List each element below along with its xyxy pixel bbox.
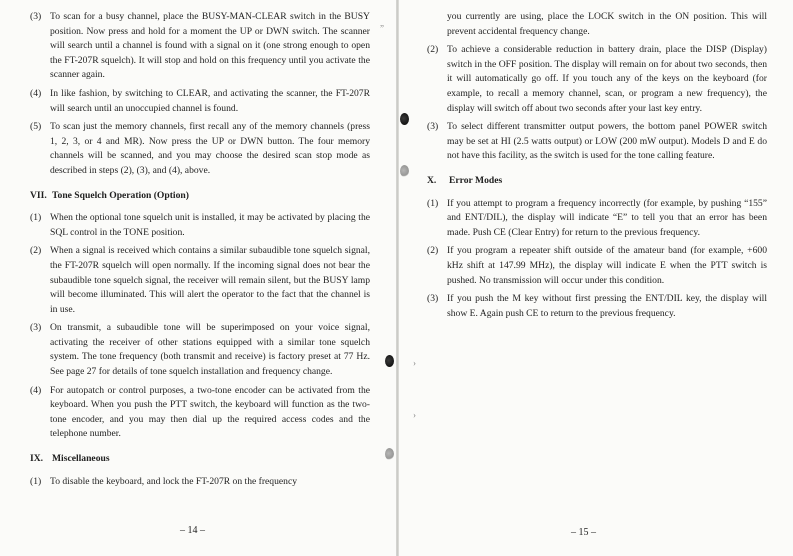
scan-mark: „ bbox=[380, 18, 384, 28]
section-heading-vii bbox=[30, 189, 370, 204]
scan-mark: › bbox=[413, 410, 416, 420]
binder-hole-mark bbox=[400, 113, 409, 125]
item-text: If you push the M key without first pressing the ENT/DIL key, the display will show E. Again push CE to return to the previous frequency. bbox=[447, 293, 767, 319]
section-heading-ix bbox=[30, 452, 370, 467]
item-text: On transmit, a subaudible tone will be superimposed on your voice signal, activating the receiver of other stations equipped with a similar tone squelch system. The tone frequency (both transmit and receive) is factory preset at 77 Hz. See page 27 for details of tone squelch installation and frequency change. bbox=[50, 322, 370, 378]
section-number: VII. bbox=[30, 189, 47, 201]
list-item bbox=[30, 87, 370, 116]
item-text: To achieve a considerable reduction in battery drain, place the DISP (Display) switch in the OFF position. The display will remain on for about two seconds, then it will automatically go off. If you touch any of the keys on the keyboard (for example, to recall a memory channel, scan, or program a new frequency), the display will switch off about two seconds after your last key entry. bbox=[447, 44, 767, 114]
list-item bbox=[30, 384, 370, 442]
list-item bbox=[30, 321, 370, 379]
item-text: To scan for a busy channel, place the BUSY-MAN-CLEAR switch in the BUSY position. Now press and hold for a moment the UP or DWN switch. The scanner will search until a channel is found with a signal on it (one strong enough to open the FT-207R squelch). It will stop and hold on this frequency until you activate the scanner again. bbox=[50, 11, 370, 81]
page-number-left: – 14 – bbox=[180, 525, 205, 536]
binder-hole-mark bbox=[400, 165, 409, 177]
continued-text: you currently are using, place the LOCK switch in the ON position. This will prevent accidental frequency change. bbox=[447, 11, 767, 37]
item-number: (3) bbox=[30, 11, 42, 22]
section-title: Miscellaneous bbox=[52, 453, 110, 465]
item-number: (1) bbox=[30, 212, 42, 224]
list-item bbox=[30, 244, 370, 317]
item-number: (3) bbox=[427, 121, 439, 133]
section-title: Tone Squelch Operation (Option) bbox=[52, 189, 189, 201]
item-text: If you program a repeater shift outside of the amateur band (for example, +600 kHz shift at 147.99 MHz), the display will indicate E when the PTT switch is pushed. No transmission will occur under this condition. bbox=[447, 245, 767, 286]
item-number: (2) bbox=[30, 245, 42, 257]
list-item bbox=[427, 43, 767, 116]
binder-hole-mark bbox=[385, 355, 394, 367]
scan-mark: › bbox=[413, 358, 416, 368]
item-number: (2) bbox=[427, 245, 439, 257]
section-number: X. bbox=[427, 174, 437, 186]
item-text: To disable the keyboard, and lock the FT-207R on the frequency bbox=[50, 475, 298, 487]
section-heading-x bbox=[427, 174, 767, 189]
list-item bbox=[30, 475, 370, 490]
item-text: When the optional tone squelch unit is installed, it may be activated by placing the SQL control in the TONE position. bbox=[50, 212, 370, 238]
item-number: (5) bbox=[30, 121, 42, 133]
item-number: (3) bbox=[427, 293, 439, 305]
item-text: To scan just the memory channels, first recall any of the memory channels (press 1, 2, 3, or 4 and MR). Now press the UP or DWN button. The four memory channels will be scanned, and you may choose the desired scan stop mode as described in steps (2), (3), and (4), above. bbox=[50, 121, 370, 176]
right-page bbox=[399, 0, 793, 556]
item-text: When a signal is received which contains a similar subaudible tone squelch signal, the FT-207R squelch will open normally. If the incoming signal does not bear the subaudible tone squelch signal, the receiver will remain silent, but the BUSY lamp will become illuminated. This will alert the operator to the fact that the channel is in use. bbox=[50, 245, 370, 315]
item-text: For autopatch or control purposes, a two-tone encoder can be activated from the keyboard. When you push the PTT switch, the keyboard will function as the two-tone encoder, and you may then dial up the required access codes and the telephone number. bbox=[50, 384, 370, 440]
item-number: (3) bbox=[30, 322, 42, 334]
item-number: (1) bbox=[30, 475, 42, 487]
left-page-body bbox=[30, 10, 370, 493]
list-item bbox=[427, 120, 767, 164]
section-number: IX. bbox=[30, 453, 44, 465]
item-text: In like fashion, by switching to CLEAR, and activating the scanner, the FT-207R will search until an unoccupied channel is found. bbox=[50, 87, 370, 114]
list-item bbox=[30, 120, 370, 178]
list-item bbox=[30, 211, 370, 240]
item-text: If you attempt to program a frequency incorrectly (for example, by pushing “155” and ENT/DIL), the display will indicate “E” to tell you that an error has been made. Push CE (Clear Entry) for return to the previous frequency. bbox=[447, 197, 767, 238]
list-item bbox=[30, 10, 370, 83]
item-text: To select different transmitter output powers, the bottom panel POWER switch may be set at HI (2.5 watts output) or LOW (200 mW output). Models D and E do not have this facility, as the switch is used for the tone calling feature. bbox=[447, 121, 767, 162]
binder-hole-mark bbox=[385, 448, 394, 460]
right-page-body bbox=[427, 10, 767, 325]
list-item bbox=[427, 244, 767, 288]
left-page bbox=[0, 0, 396, 556]
item-number: (4) bbox=[30, 87, 42, 99]
page-number-right: – 15 – bbox=[571, 527, 596, 538]
list-item bbox=[427, 292, 767, 321]
item-number: (1) bbox=[427, 197, 439, 209]
list-item bbox=[427, 197, 767, 241]
item-number: (4) bbox=[30, 384, 42, 396]
item-number: (2) bbox=[427, 44, 439, 56]
section-title: Error Modes bbox=[449, 174, 503, 186]
